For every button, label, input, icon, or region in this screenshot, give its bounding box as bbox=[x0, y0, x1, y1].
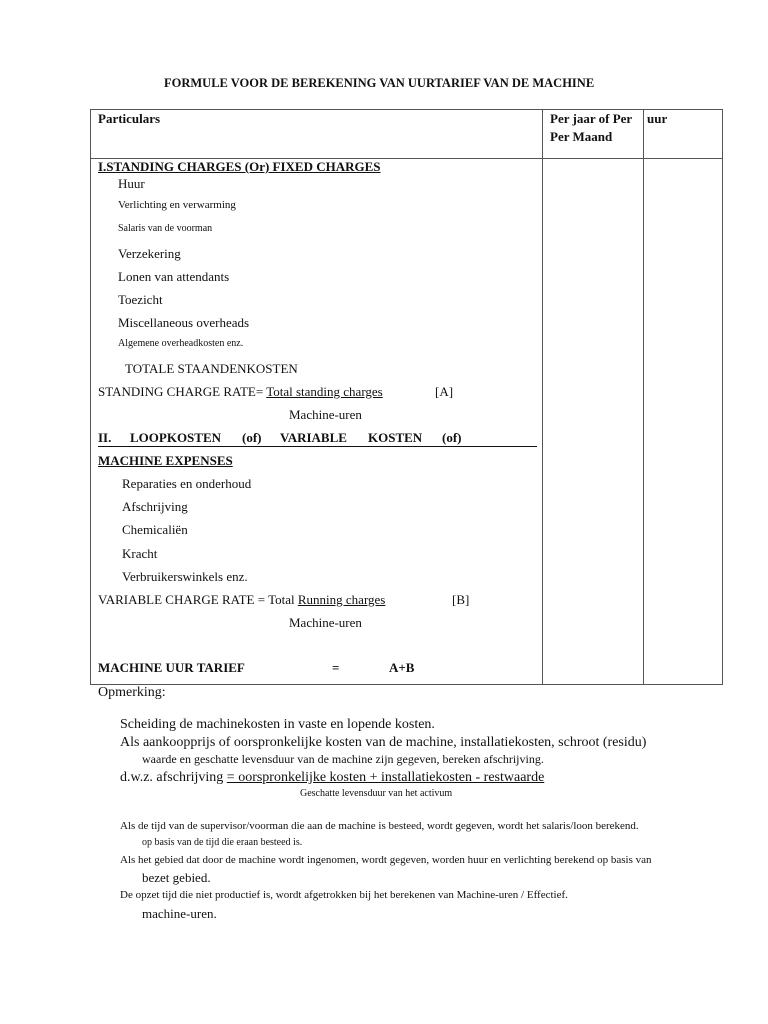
fixed-item-lighting: Verlichting en verwarming bbox=[118, 199, 236, 211]
section2-heading-machine-expenses: MACHINE EXPENSES bbox=[98, 453, 233, 468]
header-particulars: Particulars bbox=[98, 111, 161, 126]
section2-heading-part: II. bbox=[98, 430, 112, 445]
variable-rate-denominator: Machine-uren bbox=[289, 615, 362, 630]
table-border-bottom bbox=[90, 684, 723, 685]
note-4 bbox=[120, 820, 639, 832]
variable-item-depreciation: Afschrijving bbox=[122, 499, 188, 514]
note-1 bbox=[120, 717, 435, 733]
fixed-item-supervision: Toezicht bbox=[118, 292, 163, 307]
table-border-top bbox=[90, 109, 723, 110]
fixed-item-attendant-wages: Lonen van attendants bbox=[118, 269, 230, 284]
note-5-continuation: bezet gebied. bbox=[142, 870, 211, 885]
variable-item-chemicals: Chemicaliën bbox=[122, 522, 188, 537]
note-2-continuation: waarde en geschatte levensduur van de machine zijn gegeven, bereken afschrijving. bbox=[142, 752, 544, 766]
section2-heading-part: (of) bbox=[242, 430, 262, 445]
fixed-item-foreman-salary: Salaris van de voorman bbox=[118, 223, 213, 234]
variable-rate-tag: [B] bbox=[452, 592, 470, 607]
fixed-item-general-overheads: Algemene overheadkosten enz. bbox=[118, 338, 244, 349]
variable-item-power: Kracht bbox=[122, 546, 158, 561]
section2-heading-part: (of) bbox=[442, 430, 462, 445]
section2-heading-part: VARIABLE bbox=[280, 430, 347, 445]
table-col-divider-2 bbox=[643, 109, 644, 685]
note-2 bbox=[120, 735, 646, 751]
standing-rate-formula bbox=[98, 384, 401, 400]
standing-rate-denominator: Machine-uren bbox=[289, 407, 362, 422]
note-3 bbox=[120, 770, 544, 786]
section1-heading: I.STANDING CHARGES (Or) FIXED CHARGES bbox=[98, 159, 381, 174]
table-border-left bbox=[90, 109, 91, 685]
standing-rate-tag: [A] bbox=[435, 384, 454, 399]
note-6-continuation: machine-uren. bbox=[142, 906, 217, 921]
note-6-text: De opzet tijd die niet productief is, wordt afgetrokken bij het berekenen van Machine-uren / Effectief. bbox=[120, 889, 568, 901]
variable-rate-label: VARIABLE CHARGE RATE = Total bbox=[98, 592, 298, 607]
note-5 bbox=[120, 854, 652, 866]
machine-hour-rate-label: MACHINE UUR TARIEF bbox=[98, 660, 245, 675]
section2-heading-part: KOSTEN bbox=[368, 430, 423, 445]
fixed-item-insurance: Verzekering bbox=[118, 246, 181, 261]
variable-item-repairs: Reparaties en onderhoud bbox=[122, 476, 252, 491]
document-title: FORMULE VOOR DE BEREKENING VAN UURTARIEF VAN DE MACHINE bbox=[164, 76, 595, 90]
fixed-item-rent: Huur bbox=[118, 176, 145, 191]
variable-item-consumables: Verbruikerswinkels enz. bbox=[122, 569, 248, 584]
section2-heading bbox=[98, 430, 537, 447]
machine-hour-rate-equals: = bbox=[332, 660, 340, 675]
header-per-hour: uur bbox=[647, 111, 668, 126]
machine-hour-rate-value: A+B bbox=[389, 660, 415, 675]
table-border-right bbox=[722, 109, 723, 685]
note-4-continuation: op basis van de tijd die eraan besteed is. bbox=[142, 837, 303, 848]
standing-rate-label: STANDING CHARGE RATE= bbox=[98, 384, 267, 399]
header-per-year: Per jaar of Per bbox=[550, 111, 633, 126]
note-3-prefix: d.w.z. afschrijving bbox=[120, 770, 227, 785]
note-1-text: Scheiding de machinekosten in vaste en lopende kosten. bbox=[120, 717, 435, 732]
note-2-text: Als aankoopprijs of oorspronkelijke kosten van de machine, installatiekosten, schroot (residu) bbox=[120, 735, 647, 750]
fixed-item-misc-overheads: Miscellaneous overheads bbox=[118, 315, 250, 330]
notes-heading: Opmerking: bbox=[98, 685, 166, 700]
total-standing-costs: TOTALE STAANDENKOSTEN bbox=[125, 361, 298, 376]
note-6 bbox=[120, 889, 568, 901]
note-4-text: Als de tijd van de supervisor/voorman die aan de machine is besteed, wordt gegeven, wordt het salaris/loon berekend. bbox=[120, 820, 639, 832]
header-per-month: Per Maand bbox=[550, 129, 613, 144]
note-3-denominator: Geschatte levensduur van het activum bbox=[300, 788, 453, 799]
variable-rate-formula bbox=[98, 592, 415, 608]
note-3-numerator: = oorspronkelijke kosten + installatiekosten - restwaarde bbox=[226, 770, 545, 785]
variable-rate-numerator: Running charges bbox=[297, 592, 386, 607]
note-5-text: Als het gebied dat door de machine wordt ingenomen, wordt gegeven, worden huur en verlichting berekend op basis van bbox=[120, 854, 652, 866]
standing-rate-numerator: Total standing charges bbox=[266, 384, 383, 399]
table-col-divider-1 bbox=[542, 109, 543, 685]
section2-heading-part: LOOPKOSTEN bbox=[130, 430, 222, 445]
